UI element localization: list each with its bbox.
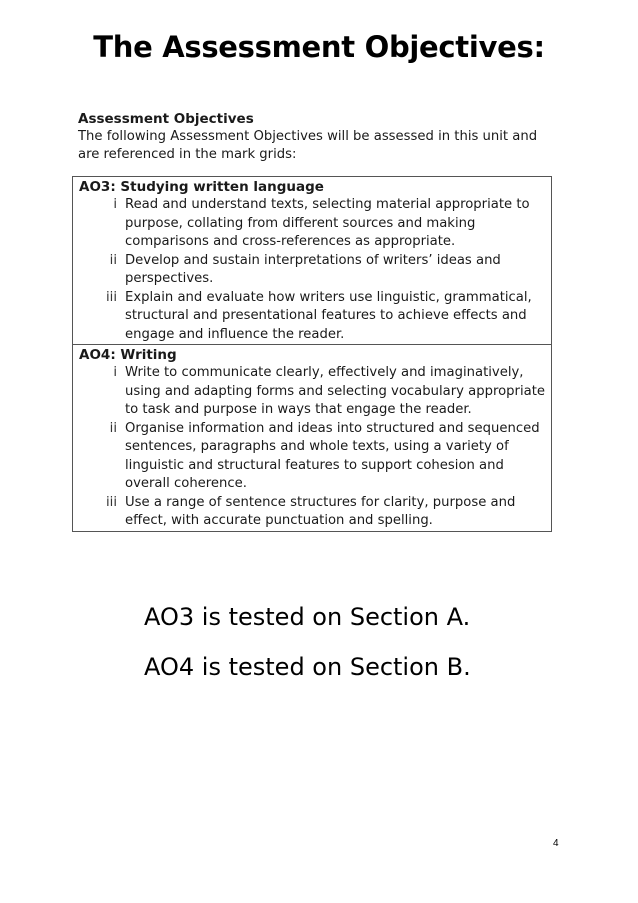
item-number: iii	[106, 289, 117, 305]
ao3-title: AO3: Studying written language	[79, 179, 324, 195]
ao3-section	[73, 177, 551, 344]
item-number: ii	[109, 420, 117, 436]
item-text: Explain and evaluate how writers use linguistic, grammatical, structural and presentational features to achieve effects and engage and influence the reader.	[125, 289, 532, 342]
assessment-objectives-excerpt	[72, 110, 552, 532]
item-text: Use a range of sentence structures for clarity, purpose and effect, with accurate punctuation and spelling.	[125, 494, 516, 528]
list-item	[79, 420, 545, 494]
list-item	[79, 289, 545, 345]
ao4-section-note: AO4 is tested on Section B.	[144, 653, 471, 681]
item-text: Develop and sustain interpretations of writers’ ideas and perspectives.	[125, 252, 501, 286]
ao4-section	[73, 344, 551, 531]
item-number: ii	[109, 252, 117, 268]
list-item	[79, 252, 545, 289]
item-number: i	[113, 365, 117, 380]
list-item	[79, 494, 545, 531]
page-title: The Assessment Objectives:	[93, 30, 545, 64]
excerpt-heading: Assessment Objectives	[78, 111, 254, 127]
item-number: iii	[106, 494, 117, 510]
item-number: i	[113, 197, 117, 212]
item-text: Read and understand texts, selecting material appropriate to purpose, collating from different sources and making comparisons and cross-references as appropriate.	[125, 197, 530, 249]
ao4-title: AO4: Writing	[79, 347, 177, 363]
excerpt-intro: The following Assessment Objectives will be assessed in this unit and are referenced in the mark grids:	[78, 129, 538, 162]
objectives-table	[72, 176, 552, 532]
list-item	[79, 364, 545, 420]
item-text: Organise information and ideas into structured and sequenced sentences, paragraphs and whole texts, using a variety of linguistic and structural features to support cohesion and overall coherence.	[125, 420, 540, 491]
ao3-section-note: AO3 is tested on Section A.	[144, 603, 471, 631]
page-number: 4	[553, 838, 559, 849]
item-text: Write to communicate clearly, effectively and imaginatively, using and adapting forms and selecting vocabulary appropriate to task and purpose in ways that engage the reader.	[125, 365, 545, 417]
list-item	[79, 196, 545, 252]
